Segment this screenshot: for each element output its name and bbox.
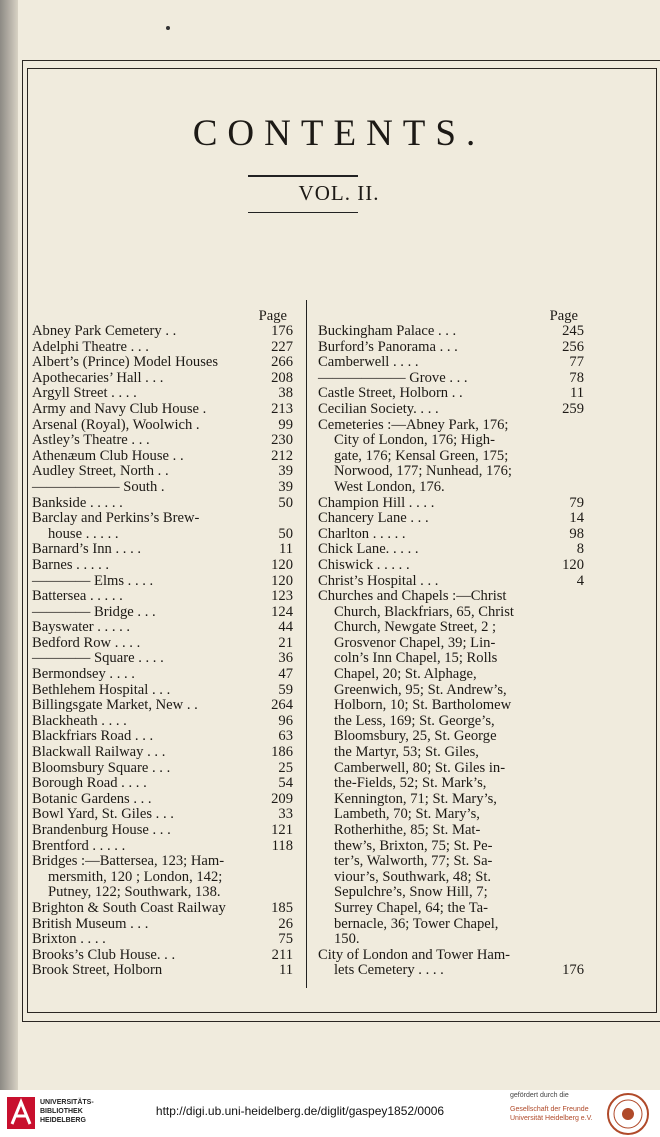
contents-entry <box>32 574 297 590</box>
entry-title: Bayswater . . . . . <box>32 619 131 636</box>
entry-page-number: 4 <box>576 572 584 589</box>
entry-title: Bethlehem Hospital . . . <box>32 681 171 698</box>
entry-title: Blackfriars Road . . . <box>32 728 154 745</box>
entry-page-number: 75 <box>278 931 293 948</box>
entry-page-number: 185 <box>271 899 293 916</box>
contents-entry <box>318 558 588 574</box>
entry-title: Church, Newgate Street, 2 ; <box>334 619 497 636</box>
contents-entry <box>32 324 297 340</box>
entry-title: Audley Street, North . . <box>32 463 169 480</box>
entry-page-number: 11 <box>278 541 293 558</box>
university-seal-icon <box>606 1092 650 1136</box>
contents-entry <box>32 542 297 558</box>
entry-page-number: 50 <box>278 494 293 511</box>
entry-title: ———— Bridge . . . <box>32 603 156 620</box>
entry-page-number: 120 <box>271 572 293 589</box>
entry-title: Bermondsey . . . . <box>32 666 135 683</box>
contents-entry <box>318 480 588 496</box>
contents-entry <box>32 636 297 652</box>
contents-entry <box>32 511 297 527</box>
contents-entry <box>318 698 588 714</box>
library-name-line: UNIVERSITÄTS- <box>40 1099 94 1106</box>
contents-entry <box>318 574 588 590</box>
entry-title: Putney, 122; Southwark, 138. <box>48 884 221 901</box>
sponsor-name <box>510 1105 593 1123</box>
entry-title: mersmith, 120 ; London, 142; <box>48 868 223 885</box>
entry-title: Adelphi Theatre . . . <box>32 338 149 355</box>
entry-page-number: 211 <box>271 946 293 963</box>
contents-entry <box>318 371 588 387</box>
entry-title: Brook Street, Holborn <box>32 962 163 979</box>
entry-page-number: 77 <box>569 354 584 371</box>
entry-title: Barclay and Perkins’s Brew- <box>32 510 200 527</box>
entry-title: Church, Blackfriars, 65, Christ <box>334 603 514 620</box>
entry-page-number: 124 <box>271 603 293 620</box>
entry-page-number: 44 <box>278 619 293 636</box>
entry-page-number: 8 <box>576 541 584 558</box>
contents-entry <box>32 620 297 636</box>
contents-entry <box>32 761 297 777</box>
contents-entry <box>32 823 297 839</box>
contents-entry <box>32 433 297 449</box>
contents-entry <box>32 605 297 621</box>
contents-entry <box>318 355 588 371</box>
contents-entry <box>32 932 297 948</box>
contents-entry <box>32 449 297 465</box>
entry-page-number: 50 <box>278 525 293 542</box>
entry-page-number: 123 <box>271 588 293 605</box>
contents-entry <box>32 355 297 371</box>
contents-entry <box>32 714 297 730</box>
entry-title: Brixton . . . . <box>32 931 106 948</box>
entry-title: Athenæum Club House . . <box>32 447 184 464</box>
entry-title: Grosvenor Chapel, 39; Lin- <box>334 634 496 651</box>
entry-title: Christ’s Hospital . . . <box>318 572 439 589</box>
library-name-line: HEIDELBERG <box>40 1117 86 1124</box>
volume-label: VOL. II. <box>298 181 380 205</box>
contents-entry <box>318 340 588 356</box>
entry-page-number: 36 <box>278 650 293 667</box>
contents-entry <box>32 589 297 605</box>
entry-title: Chapel, 20; St. Alphage, <box>334 666 477 683</box>
entry-page-number: 266 <box>271 354 293 371</box>
library-name-line: BIBLIOTHEK <box>40 1108 83 1115</box>
entry-page-number: 264 <box>271 697 293 714</box>
contents-entry <box>32 698 297 714</box>
entry-title: Bloomsbury, 25, St. George <box>334 728 497 745</box>
contents-column-left <box>32 308 297 979</box>
entry-title: Cecilian Society. . . . <box>318 400 439 417</box>
contents-entry <box>318 885 588 901</box>
entry-title: Abney Park Cemetery . . <box>32 323 177 339</box>
entry-title: coln’s Inn Chapel, 15; Rolls <box>334 650 498 667</box>
entry-page-number: 245 <box>562 323 584 339</box>
entry-title: Blackwall Railway . . . <box>32 744 166 761</box>
entry-title: Sepulchre’s, Snow Hill, 7; <box>334 884 488 901</box>
contents-entry <box>318 761 588 777</box>
entry-title: Holborn, 10; St. Bartholomew <box>334 697 512 714</box>
entry-title: Bedford Row . . . . <box>32 634 141 651</box>
entry-page-number: 14 <box>569 510 584 527</box>
contents-entry <box>32 371 297 387</box>
entry-title: lets Cemetery . . . . <box>334 962 444 979</box>
contents-entry <box>318 449 588 465</box>
contents-column-right <box>318 308 588 979</box>
contents-entry <box>318 542 588 558</box>
entry-title: Battersea . . . . . <box>32 588 123 605</box>
entry-page-number: 47 <box>278 666 293 683</box>
entry-page-number: 96 <box>278 712 293 729</box>
contents-entry <box>318 932 588 948</box>
entry-page-number: 118 <box>271 837 293 854</box>
contents-entry <box>32 418 297 434</box>
entry-title: Camberwell, 80; St. Giles in- <box>334 759 506 776</box>
entry-page-number: 79 <box>569 494 584 511</box>
contents-entry <box>32 729 297 745</box>
entry-page-number: 120 <box>271 556 293 573</box>
contents-entry <box>32 651 297 667</box>
entry-title: Burford’s Panorama . . . <box>318 338 458 355</box>
entry-page-number: 99 <box>278 416 293 433</box>
contents-entry <box>318 636 588 652</box>
volume-rule <box>248 212 358 213</box>
contents-entry <box>32 792 297 808</box>
entry-title: City of London and Tower Ham- <box>318 946 511 963</box>
entry-page-number: 39 <box>278 463 293 480</box>
entry-page-number: 26 <box>278 915 293 932</box>
entry-page-number: 21 <box>278 634 293 651</box>
contents-entry <box>32 917 297 933</box>
contents-entry <box>32 854 297 870</box>
contents-entry <box>318 745 588 761</box>
entry-page-number: 176 <box>271 323 293 339</box>
entry-title: Bowl Yard, St. Giles . . . <box>32 806 174 823</box>
entry-page-number: 33 <box>278 806 293 823</box>
contents-entry <box>318 807 588 823</box>
entry-title: Astley’s Theatre . . . <box>32 432 150 449</box>
entry-title: Surrey Chapel, 64; the Ta- <box>334 899 488 916</box>
entry-title: thew’s, Brixton, 75; St. Pe- <box>334 837 493 854</box>
entry-page-number: 11 <box>278 962 293 979</box>
contents-entry <box>318 917 588 933</box>
entry-page-number: 259 <box>562 400 584 417</box>
contents-entry <box>32 901 297 917</box>
entry-page-number: 54 <box>278 775 293 792</box>
contents-entry <box>32 776 297 792</box>
contents-entry <box>32 558 297 574</box>
contents-entry <box>318 901 588 917</box>
contents-entry <box>32 480 297 496</box>
contents-entry <box>32 496 297 512</box>
entry-title: West London, 176. <box>334 478 445 495</box>
page-column-header: Page <box>549 308 578 324</box>
entry-title: Arsenal (Royal), Woolwich . <box>32 416 200 433</box>
entry-page-number: 186 <box>271 744 293 761</box>
book-page <box>18 0 660 1090</box>
title-rule <box>248 175 358 177</box>
contents-entry <box>318 620 588 636</box>
contents-entry <box>318 776 588 792</box>
entry-title: Borough Road . . . . <box>32 775 147 792</box>
contents-entry <box>318 854 588 870</box>
page-title: CONTENTS. <box>192 113 486 154</box>
entry-page-number: 25 <box>278 759 293 776</box>
entry-page-number: 120 <box>562 556 584 573</box>
viewer-footer <box>0 1090 660 1137</box>
entry-title: bernacle, 36; Tower Chapel, <box>334 915 499 932</box>
entry-title: Brentford . . . . . <box>32 837 126 854</box>
entry-title: Apothecaries’ Hall . . . <box>32 369 164 386</box>
contents-entry <box>318 464 588 480</box>
entry-title: Kennington, 71; St. Mary’s, <box>334 790 497 807</box>
entry-title: Barnes . . . . . <box>32 556 110 573</box>
entry-title: Bloomsbury Square . . . <box>32 759 171 776</box>
entry-title: Buckingham Palace . . . <box>318 323 457 339</box>
entry-title: ———— Square . . . . <box>32 650 164 667</box>
contents-entry <box>32 745 297 761</box>
contents-entry <box>318 386 588 402</box>
contents-entry <box>32 807 297 823</box>
contents-entry <box>32 386 297 402</box>
entry-title: Lambeth, 70; St. Mary’s, <box>334 806 480 823</box>
entry-title: 150. <box>334 931 360 948</box>
contents-entry <box>318 823 588 839</box>
contents-entry <box>32 870 297 886</box>
entry-title: gate, 176; Kensal Green, 175; <box>334 447 509 464</box>
ink-dot <box>166 26 170 30</box>
contents-entry <box>32 683 297 699</box>
entry-page-number: 213 <box>271 400 293 417</box>
entry-page-number: 176 <box>562 962 584 979</box>
contents-entry <box>32 527 297 543</box>
entry-title: Albert’s (Prince) Model Houses <box>32 354 219 371</box>
entry-title: —————— South . <box>32 478 165 495</box>
contents-entry <box>318 948 588 964</box>
entry-title: Botanic Gardens . . . <box>32 790 152 807</box>
entry-title: British Museum . . . <box>32 915 149 932</box>
entry-title: Army and Navy Club House . <box>32 400 207 417</box>
contents-entry <box>32 839 297 855</box>
contents-entry <box>32 667 297 683</box>
entry-title: ———— Elms . . . . <box>32 572 154 589</box>
entry-title: Chiswick . . . . . <box>318 556 410 573</box>
page-column-header: Page <box>258 308 287 324</box>
entry-title: house . . . . . <box>48 525 119 542</box>
entry-page-number: 98 <box>569 525 584 542</box>
entry-title: Argyll Street . . . . <box>32 385 137 402</box>
entry-page-number: 227 <box>271 338 293 355</box>
entry-page-number: 212 <box>271 447 293 464</box>
contents-entry <box>318 589 588 605</box>
contents-entry <box>32 464 297 480</box>
entry-page-number: 230 <box>271 432 293 449</box>
contents-entry <box>318 605 588 621</box>
contents-entry <box>32 885 297 901</box>
sponsor-name-line: Gesellschaft der Freunde <box>510 1106 589 1113</box>
entry-page-number: 209 <box>271 790 293 807</box>
contents-entry <box>318 963 588 979</box>
entry-title: Castle Street, Holborn . . <box>318 385 463 402</box>
entry-page-number: 78 <box>569 369 584 386</box>
contents-entry <box>318 667 588 683</box>
contents-entry <box>318 402 588 418</box>
book-spine-edge <box>0 0 18 1090</box>
entry-title: Billingsgate Market, New . . <box>32 697 198 714</box>
sponsor-label: gefördert durch die <box>510 1092 569 1099</box>
entry-title: Cemeteries :—Abney Park, 176; <box>318 416 509 433</box>
contents-entry <box>318 729 588 745</box>
contents-entry <box>318 527 588 543</box>
entry-title: —————— Grove . . . <box>318 369 468 386</box>
entry-title: Norwood, 177; Nunhead, 176; <box>334 463 512 480</box>
entry-title: viour’s, Southwark, 48; St. <box>334 868 492 885</box>
contents-entry <box>32 963 297 979</box>
contents-entry <box>318 792 588 808</box>
entry-title: Bankside . . . . . <box>32 494 123 511</box>
entry-title: Greenwich, 95; St. Andrew’s, <box>334 681 507 698</box>
entry-title: Bridges :—Battersea, 123; Ham- <box>32 853 225 870</box>
entry-title: Chick Lane. . . . . <box>318 541 419 558</box>
contents-entry <box>32 402 297 418</box>
contents-entry <box>318 870 588 886</box>
entry-page-number: 59 <box>278 681 293 698</box>
entry-title: City of London, 176; High- <box>334 432 495 449</box>
contents-entry <box>318 496 588 512</box>
contents-entry <box>318 714 588 730</box>
entry-page-number: 39 <box>278 478 293 495</box>
entry-title: Brighton & South Coast Railway <box>32 899 226 916</box>
entry-title: Blackheath . . . . <box>32 712 127 729</box>
entry-page-number: 63 <box>278 728 293 745</box>
contents-entry <box>318 433 588 449</box>
entry-title: Brooks’s Club House. . . <box>32 946 176 963</box>
sponsor-name-line: Universität Heidelberg e.V. <box>510 1115 593 1122</box>
entry-title: ter’s, Walworth, 77; St. Sa- <box>334 853 493 870</box>
entry-title: Camberwell . . . . <box>318 354 419 371</box>
contents-entry <box>318 324 588 340</box>
entry-title: Churches and Chapels :—Christ <box>318 588 507 605</box>
permalink-url[interactable]: http://digi.ub.uni-heidelberg.de/diglit/gaspey1852/0006 <box>155 1104 445 1118</box>
entry-title: Champion Hill . . . . <box>318 494 435 511</box>
entry-title: Chancery Lane . . . <box>318 510 429 527</box>
contents-entry <box>32 948 297 964</box>
entry-title: Charlton . . . . . <box>318 525 406 542</box>
contents-entry <box>318 511 588 527</box>
entry-title: Brandenburg House . . . <box>32 822 171 838</box>
contents-entry <box>318 651 588 667</box>
entry-title: Rotherhithe, 85; St. Mat- <box>334 822 481 838</box>
entry-page-number: 256 <box>562 338 584 355</box>
entry-title: the Martyr, 53; St. Giles, <box>334 744 479 761</box>
entry-title: the Less, 169; St. George’s, <box>334 712 495 729</box>
column-divider <box>306 300 307 988</box>
entry-page-number: 11 <box>569 385 584 402</box>
entry-page-number: 38 <box>278 385 293 402</box>
entry-page-number: 121 <box>271 822 293 838</box>
entry-page-number: 208 <box>271 369 293 386</box>
entry-title: the-Fields, 52; St. Mark’s, <box>334 775 487 792</box>
contents-entry <box>318 683 588 699</box>
contents-entry <box>32 340 297 356</box>
entry-title: Barnard’s Inn . . . . <box>32 541 142 558</box>
contents-entry <box>318 418 588 434</box>
contents-entry <box>318 839 588 855</box>
